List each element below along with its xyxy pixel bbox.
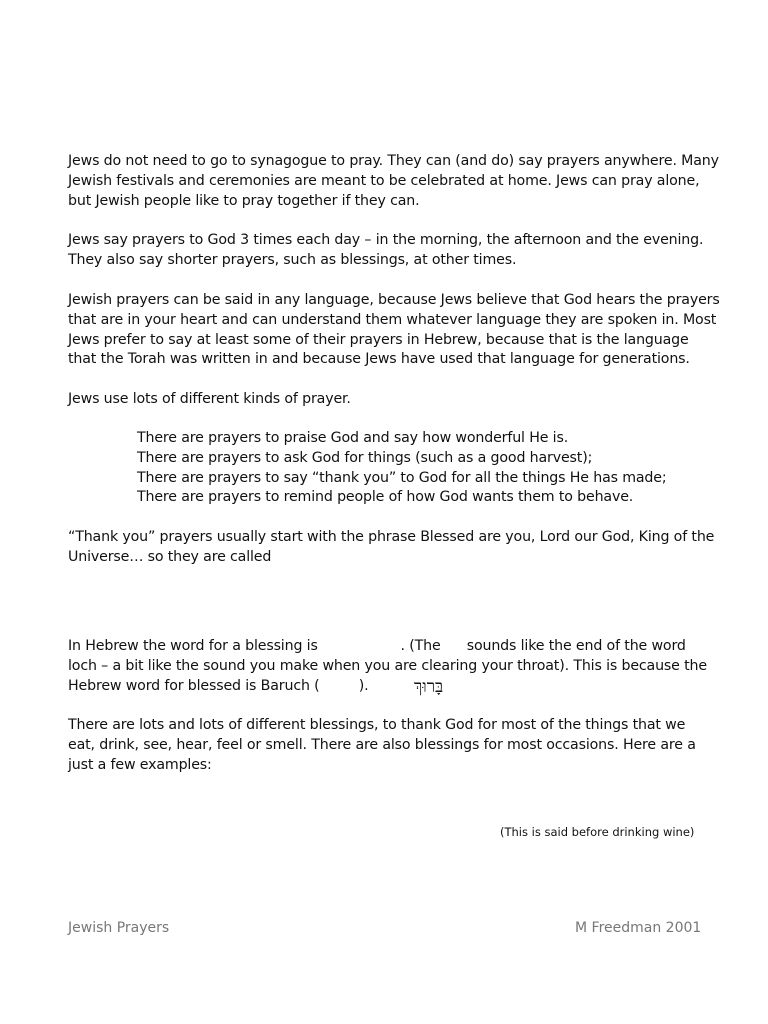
text-line: In Hebrew the word for a blessing is . (The sounds like the end of the word bbox=[68, 638, 686, 654]
footer-author: M Freedman 2001 bbox=[575, 920, 702, 936]
paragraph-thank-you-prayers bbox=[68, 528, 718, 568]
text-line: loch – a bit like the sound you make when you are clearing your throat). This is because the bbox=[68, 657, 707, 674]
text-line: that are in your heart and can understand them whatever language they are spoken in. Most bbox=[68, 311, 717, 328]
text-line: Hebrew word for blessed is Baruch ( ). bbox=[68, 677, 369, 694]
paragraph-praying-anywhere bbox=[68, 152, 718, 211]
footer-title: Jewish Prayers bbox=[68, 920, 170, 936]
paragraph-language bbox=[68, 291, 718, 370]
text-line: just a few examples: bbox=[68, 756, 212, 773]
list-item: There are prayers to praise God and say how wonderful He is. bbox=[137, 430, 569, 446]
text-line: They also say shorter prayers, such as blessings, at other times. bbox=[68, 251, 517, 268]
text-line: Jews say prayers to God 3 times each day – in the morning, the afternoon and the evening. bbox=[68, 232, 704, 248]
text-line: There are lots and lots of different blessings, to thank God for most of the things that we bbox=[68, 717, 686, 733]
prayer-types-list bbox=[137, 429, 737, 508]
hebrew-word-baruch: בָּרוּךְ bbox=[414, 677, 444, 697]
text-line: Jewish prayers can be said in any language, because Jews believe that God hears the prayers bbox=[68, 292, 720, 308]
text-line: but Jewish people like to pray together if they can. bbox=[68, 192, 420, 209]
paragraph-kinds-of-prayer bbox=[68, 390, 718, 410]
text-line: that the Torah was written in and because Jews have used that language for generations. bbox=[68, 351, 690, 368]
text-line: eat, drink, see, hear, feel or smell. There are also blessings for most occasions. Here are a bbox=[68, 736, 696, 753]
text-line: Jews use lots of different kinds of prayer. bbox=[68, 391, 351, 407]
list-item: There are prayers to ask God for things (such as a good harvest); bbox=[137, 449, 593, 466]
text-line: “Thank you” prayers usually start with the phrase Blessed are you, Lord our God, King of the bbox=[68, 529, 715, 545]
paragraph-blessings-examples bbox=[68, 716, 718, 775]
wine-blessing-caption: (This is said before drinking wine) bbox=[500, 825, 695, 839]
text-line: Jews prefer to say at least some of their prayers in Hebrew, because that is the language bbox=[68, 331, 689, 348]
text-line: Jews do not need to go to synagogue to pray. They can (and do) say prayers anywhere. Many bbox=[68, 153, 719, 169]
text-line: Jewish festivals and ceremonies are meant to be celebrated at home. Jews can pray alone, bbox=[68, 172, 700, 189]
list-item: There are prayers to say “thank you” to God for all the things He has made; bbox=[137, 469, 667, 486]
list-item: There are prayers to remind people of how God wants them to behave. bbox=[137, 489, 634, 506]
paragraph-hebrew-blessing bbox=[68, 637, 718, 696]
text-line: Universe… so they are called bbox=[68, 548, 272, 565]
paragraph-three-times-daily bbox=[68, 231, 718, 271]
